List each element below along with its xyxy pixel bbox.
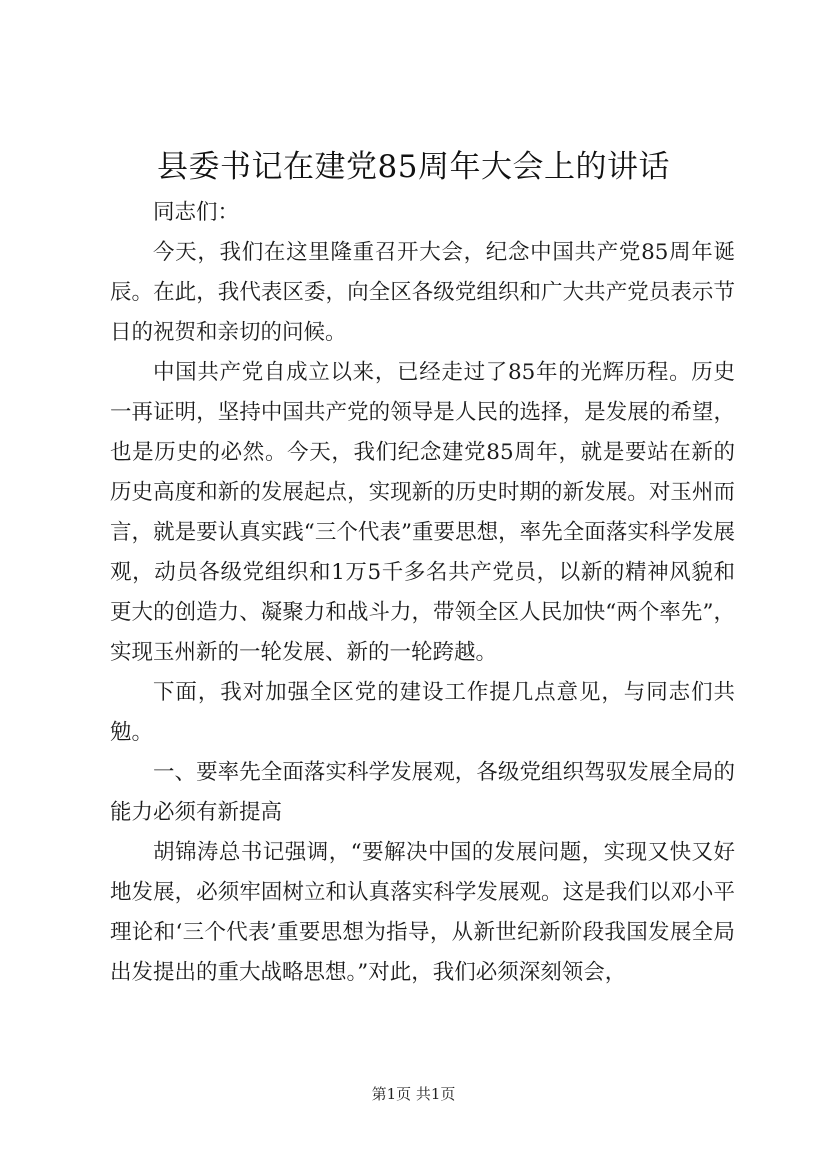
salutation-paragraph: 同志们： <box>153 200 240 225</box>
body-paragraph: 下面，我对加强全区党的建设工作提几点意见，与同志们共勉。 <box>110 680 735 745</box>
section-heading-paragraph: 一、要率先全面落实科学发展观，各级党组织驾驭发展全局的能力必须有新提高 <box>110 760 735 825</box>
document-title: 县委书记在建党85周年大会上的讲话 <box>157 149 670 185</box>
document-body <box>110 193 735 993</box>
body-paragraph: 今天，我们在这里隆重召开大会，纪念中国共产党85周年诞辰。在此，我代表区委，向全区各级党组织和广大共产党员表示节日的祝贺和亲切的问候。 <box>110 240 735 345</box>
body-paragraph: 中国共产党自成立以来，已经走过了85年的光辉历程。历史一再证明，坚持中国共产党的领导是人民的选择，是发展的希望，也是历史的必然。今天，我们纪念建党85周年，就是要站在新的历史高度和新的发展起点，实现新的历史时期的新发展。对玉州而言，就是要认真实践“三个代表”重要思想，率先全面落实科学发展观，动员各级党组织和1万5千多名共产党员，以新的精神风貌和更大的创造力、凝聚力和战斗力，带领全区人民加快“两个率先”，实现玉州新的一轮发展、新的一轮跨越。 <box>110 360 735 665</box>
page-number-footer: 第1页 共1页 <box>371 1085 456 1103</box>
body-paragraph: 胡锦涛总书记强调，“要解决中国的发展问题，实现又快又好地发展，必须牢固树立和认真落实科学发展观。这是我们以邓小平理论和‘三个代表’重要思想为指导，从新世纪新阶段我国发展全局出发提出的重大战略思想。”对此，我们必须深刻领会， <box>110 840 735 985</box>
